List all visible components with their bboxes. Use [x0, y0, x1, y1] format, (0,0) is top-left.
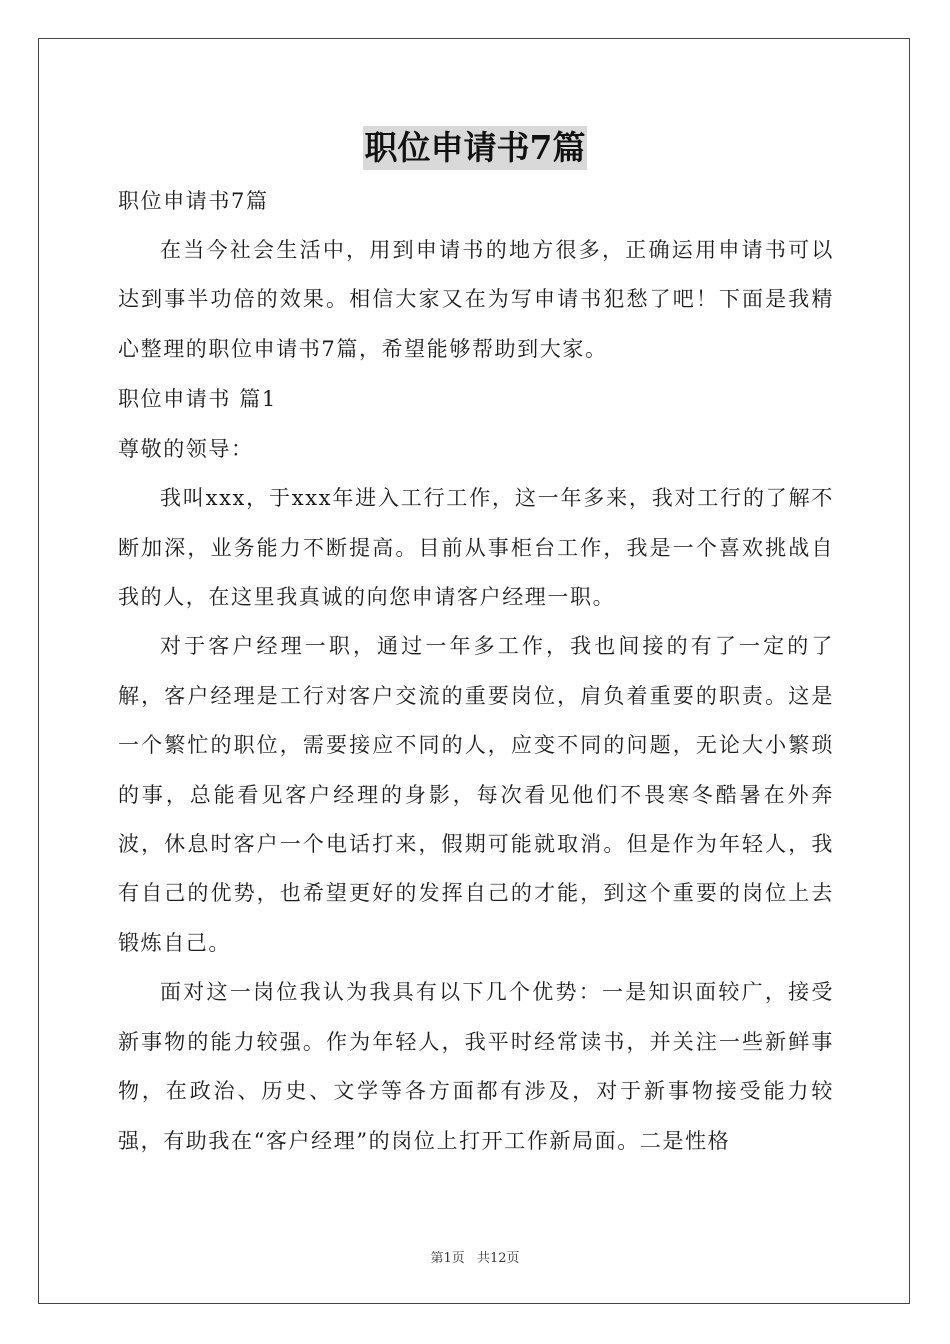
document-body: [118, 176, 834, 1166]
page-footer: [0, 1247, 950, 1266]
title-container: [0, 126, 950, 170]
salutation: 尊敬的领导：: [118, 437, 254, 462]
document-title: 职位申请书7篇: [363, 126, 588, 170]
page-number: 第1页: [430, 1251, 465, 1266]
body-paragraph: 面对这一岗位我认为我具有以下几个优势：一是知识面较广，接受新事物的能力较强。作为年轻人，我平时经常读书，并关注一些新鲜事物，在政治、历史、文学等各方面都有涉及，对于新事物接受能力较强，有助我在“客户经理”的岗位上打开工作新局面。二是性格: [118, 980, 834, 1153]
body-paragraph: 我叫xxx，于xxx年进入工行工作，这一年多来，我对工行的了解不断加深，业务能力不断提高。目前从事柜台工作，我是一个喜欢挑战自我的人，在这里我真诚的向您申请客户经理一职。: [118, 486, 834, 610]
document-subtitle: 职位申请书7篇: [118, 189, 269, 213]
section-heading: 职位申请书 篇1: [118, 387, 277, 412]
intro-paragraph: 在当今社会生活中，用到申请书的地方很多，正确运用申请书可以达到事半功倍的效果。相信大家又在为写申请书犯愁了吧！下面是我精心整理的职位申请书7篇，希望能够帮助到大家。: [118, 238, 834, 361]
body-paragraph: 对于客户经理一职，通过一年多工作，我也间接的有了一定的了解，客户经理是工行对客户交流的重要岗位，肩负着重要的职责。这是一个繁忙的职位，需要接应不同的人，应变不同的问题，无论大小繁琐的事，总能看见客户经理的身影，每次看见他们不畏寒冬酷暑在外奔波，休息时客户一个电话打来，假期可能就取消。但是作为年轻人，我有自己的优势，也希望更好的发挥自己的才能，到这个重要的岗位上去锻炼自己。: [118, 634, 834, 955]
page-count: 共12页: [476, 1251, 520, 1266]
